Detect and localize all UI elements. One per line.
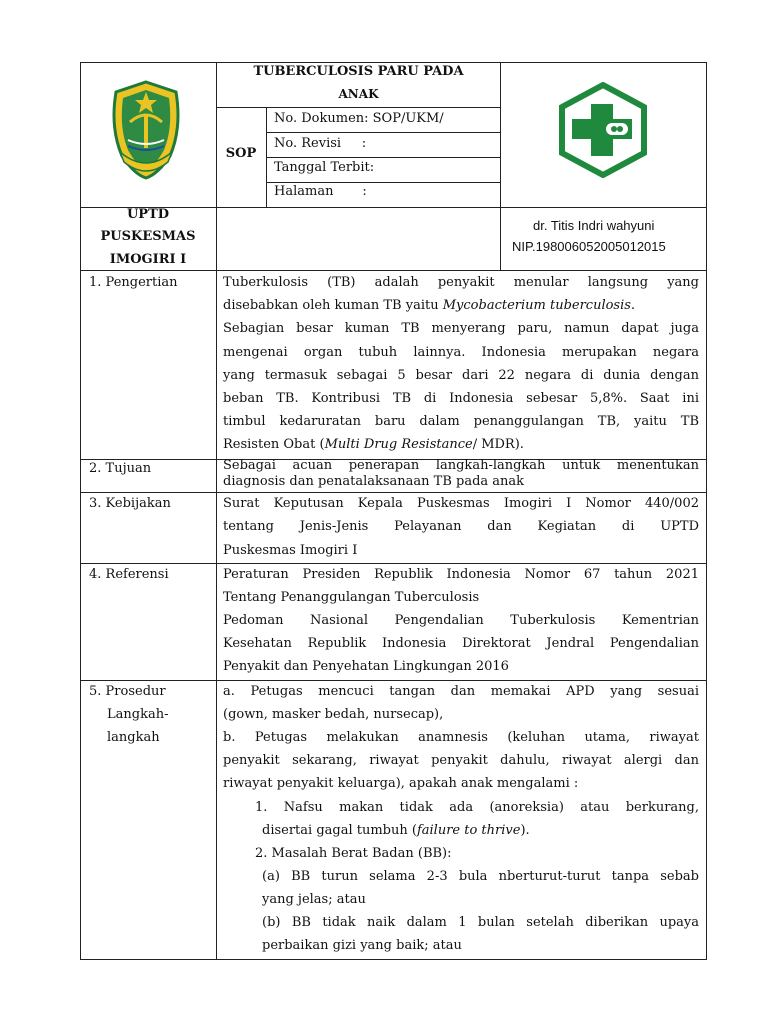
signer-name: dr. Titis Indri wahyuni xyxy=(533,218,655,233)
kebijakan-line: Surat Keputusan Kepala Puskesmas Imogiri I Nomor 440/002 xyxy=(223,496,699,511)
pengertian-line: Tuberkulosis (TB) adalah penyakit menular langsung yang xyxy=(223,275,699,290)
prosedur-text: disertai gagal tumbuh ( xyxy=(262,823,417,838)
label-kebijakan: 3. Kebijakan xyxy=(89,496,171,511)
signer-nip: NIP.198006052005012015 xyxy=(512,239,666,254)
referensi-line: Peraturan Presiden Republik Indonesia Nomor 67 tahun 2021 xyxy=(223,567,699,582)
org-line3: IMOGIRI I xyxy=(109,252,187,267)
pengertian-line: yang termasuk sebagai 5 besar dari 22 negara di dunia dengan xyxy=(223,368,699,383)
org-line1: UPTD xyxy=(126,207,170,222)
table-border-bottom xyxy=(80,959,707,960)
label-langkah: Langkah- xyxy=(107,707,169,722)
table-border-right xyxy=(706,62,707,960)
pengertian-line: Sebagian besar kuman TB menyerang paru, namun dapat juga xyxy=(223,321,699,336)
issue-date: Tanggal Terbit: xyxy=(274,160,375,175)
prosedur-line: riwayat penyakit keluarga), apakah anak mengalami : xyxy=(223,776,579,791)
label-prosedur: 5. Prosedur xyxy=(89,684,166,699)
regency-seal-logo xyxy=(106,78,186,182)
kebijakan-line: tentang Jenis-Jenis Pelayanan dan Kegiatan di UPTD xyxy=(223,519,699,534)
column-divider xyxy=(216,62,217,960)
tujuan-line: Sebagai acuan penerapan langkah-langkah untuk menentukan xyxy=(223,458,699,473)
pengertian-line: mengenai organ tubuh lainnya. Indonesia merupakan negara xyxy=(223,345,699,360)
puskesmas-logo xyxy=(556,82,650,178)
referensi-line: Pedoman Nasional Pengendalian Tuberkulosis Kementrian xyxy=(223,613,699,628)
prosedur-italic: failure to thrive xyxy=(416,823,521,838)
sop-label: SOP xyxy=(225,146,257,161)
kebijakan-line: Puskesmas Imogiri I xyxy=(223,543,358,558)
label-pengertian: 1. Pengertian xyxy=(89,275,178,290)
tujuan-line: diagnosis dan penatalaksanaan TB pada anak xyxy=(223,474,525,489)
pengertian-line: beban TB. Kontribusi TB di Indonesia sebesar 5,8%. Saat ini xyxy=(223,391,699,406)
prosedur-line: penyakit sekarang, riwayat penyakit dahulu, riwayat alergi dan xyxy=(223,753,699,768)
doc-title-line2: ANAK xyxy=(338,87,379,101)
pengertian-line xyxy=(223,433,524,456)
pengertian-italic: Multi Drug Resistance xyxy=(324,437,473,452)
referensi-line: Tentang Penanggulangan Tuberculosis xyxy=(223,590,480,605)
prosedur-line: yang jelas; atau xyxy=(262,892,366,907)
pengertian-line xyxy=(223,294,635,317)
label-referensi: 4. Referensi xyxy=(89,567,169,582)
table-border-left xyxy=(80,62,81,960)
referensi-line: Penyakit dan Penyehatan Lingkungan 2016 xyxy=(223,659,509,674)
pengertian-italic: Mycobacterium tuberculosis. xyxy=(442,298,636,313)
revision-number: No. Revisi : xyxy=(274,136,367,151)
page-number: Halaman : xyxy=(274,184,367,199)
prosedur-line: perbaikan gizi yang baik; atau xyxy=(262,938,462,953)
referensi-line: Kesehatan Republik Indonesia Direktorat Jendral Pengendalian xyxy=(223,636,699,651)
prosedur-line: b. Petugas melakukan anamnesis (keluhan utama, riwayat xyxy=(223,730,699,745)
org-line2: PUSKESMAS xyxy=(100,229,196,244)
doc-number: No. Dokumen: SOP/UKM/ xyxy=(274,111,444,126)
prosedur-line: 1. Nafsu makan tidak ada (anoreksia) atau berkurang, xyxy=(255,800,699,815)
prosedur-line: (a) BB turun selama 2-3 bula nberturut-turut tanpa sebab xyxy=(262,869,699,884)
pengertian-line: timbul kedaruratan baru dalam penanggulangan TB, yaitu TB xyxy=(223,414,699,429)
doc-title-line1: TUBERCULOSIS PARU PADA xyxy=(253,64,464,79)
prosedur-line xyxy=(262,819,530,842)
prosedur-line: a. Petugas mencuci tangan dan memakai APD yang sesuai xyxy=(223,684,699,699)
label-langkah2: langkah xyxy=(107,730,160,745)
prosedur-line: 2. Masalah Berat Badan (BB): xyxy=(255,846,452,861)
prosedur-line: (b) BB tidak naik dalam 1 bulan setelah diberikan upaya xyxy=(262,915,699,930)
label-tujuan: 2. Tujuan xyxy=(89,461,152,476)
prosedur-text: ). xyxy=(520,823,530,838)
pengertian-text: disebabkan oleh kuman TB yaitu xyxy=(223,298,439,313)
prosedur-line: (gown, masker bedah, nursecap), xyxy=(223,707,444,722)
pengertian-text: Resisten Obat ( xyxy=(223,437,325,452)
pengertian-text: / MDR). xyxy=(472,437,524,452)
